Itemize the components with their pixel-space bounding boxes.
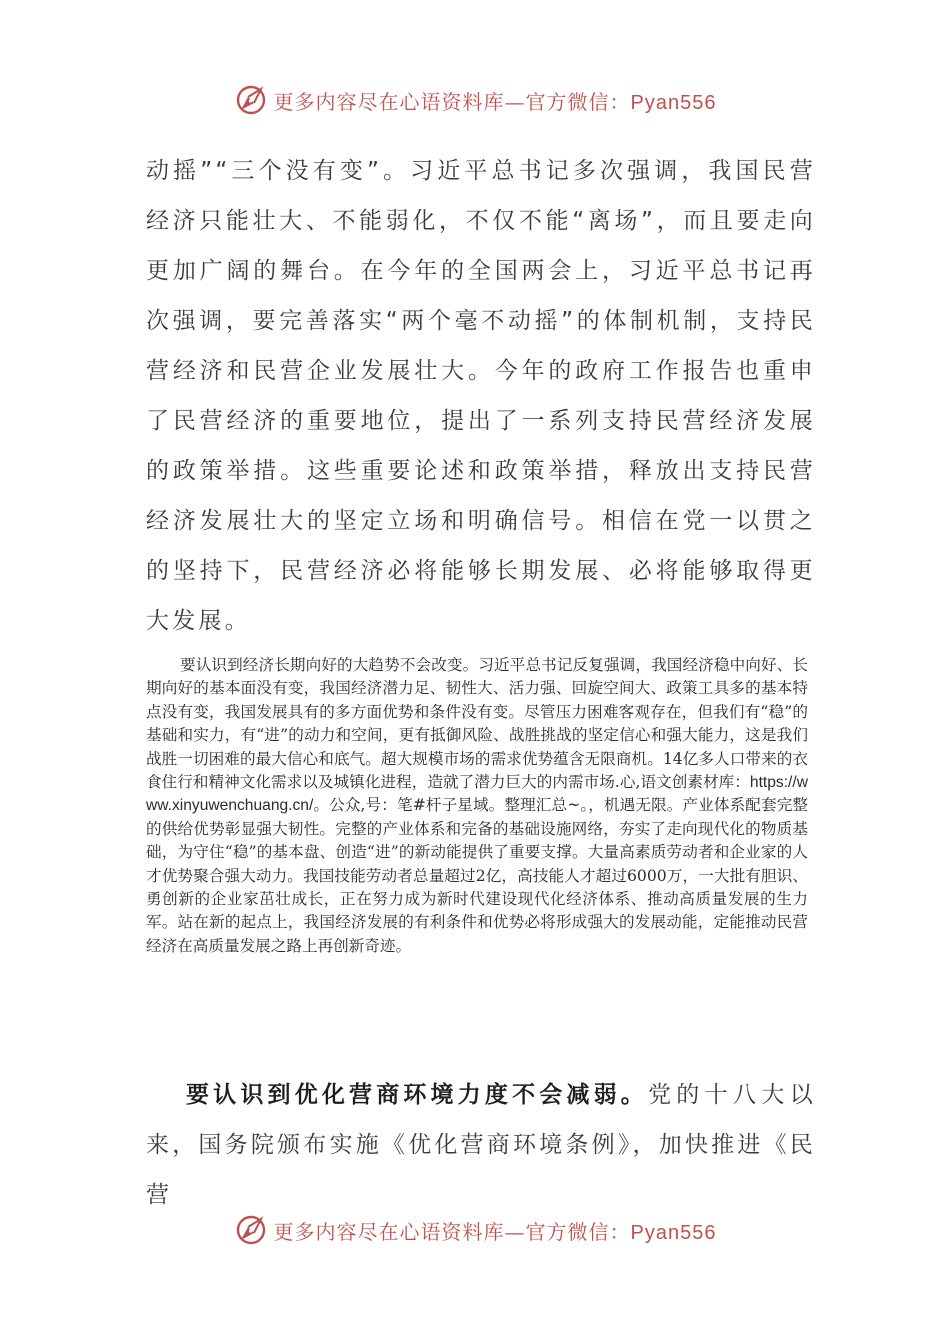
paragraph-2 — [146, 654, 808, 958]
banner-text-cn: 更多内容尽在心语资料库—官方微信： — [273, 1219, 631, 1244]
paragraph-2-text-b: 。公众,号：笔#杆子星域。整理汇总~。，机遇无限。产业体系配套完整的供给优势彰显强大韧性。完整的产业体系和完备的基础设施网络，夯实了走向现代化的物质基础，为守住“稳”的基本盘、创造“进”的新动能提供了重要支撑。大量高素质劳动者和企业家的人才优势聚合强大动力。我国技能劳动者总量超过2亿，高技能人才超过6000万，一大批有胆识、勇创新的企业家茁壮成长，正在努力成为新时代建设现代化经济体系、推动高质量发展的生力军。站在新的起点上，我国经济发展的有利条件和优势必将形成强大的发展动能，定能推动民营经济在高质量发展之路上再创新奇迹。 — [146, 796, 808, 955]
banner-text-cn: 更多内容尽在心语资料库—官方微信： — [273, 89, 631, 114]
banner-wechat-id: Pyan556 — [630, 1221, 717, 1244]
paragraph-1: 动摇”“三个没有变”。习近平总书记多次强调，我国民营经济只能壮大、不能弱化，不仅不能“离场”，而且要走向更加广阔的舞台。在今年的全国两会上，习近平总书记再次强调，要完善落实“两个毫不动摇”的体制机制，支持民营经济和民营企业发展壮大。今年的政府工作报告也重申了民营经济的重要地位，提出了一系列支持民营经济发展的政策举措。这些重要论述和政策举措，释放出支持民营经济发展壮大的坚定立场和明确信号。相信在党一以贯之的坚持下，民营经济必将能够长期发展、必将能够取得更大发展。 — [146, 158, 816, 634]
banner-text — [274, 86, 717, 115]
paragraph-2-text-a: 要认识到经济长期向好的大趋势不会改变。习近平总书记反复强调，我国经济稳中向好、长期向好的基本面没有变，我国经济潜力足、韧性大、活力强、回旋空间大、政策工具多的基本特点没有变，我国发展具有的多方面优势和条件没有变。尽管压力困难客观存在，但我们有“稳”的基础和实力，有“进”的动力和空间，更有抵御风险、战胜挑战的坚定信心和强大能力，这是我们战胜一切困难的最大信心和底气。超大规模市场的需求优势蕴含无限商机。14亿多人口带来的衣食住行和精神文化需求以及城镇化进程，造就了潜力巨大的内需市场.心,语文创素材库： — [146, 656, 808, 792]
header-banner — [0, 78, 950, 122]
banner-text — [274, 1216, 717, 1245]
banner-wechat-id: Pyan556 — [630, 91, 717, 114]
footer-banner — [0, 1208, 950, 1252]
paragraph-3 — [146, 1070, 816, 1220]
paragraph-3-rest: 党的十八大以来，国务院颁布实施《优化营商环境条例》，加快推进《民营 — [146, 1082, 817, 1208]
paragraph-2-url: https://www.xinyuwenchuang.cn/ — [146, 774, 808, 815]
paragraph-3-lead: 要认识到优化营商环境力度不会减弱。 — [186, 1082, 648, 1108]
pen-nib-circle-icon — [234, 1213, 268, 1247]
pen-nib-circle-icon — [234, 83, 268, 117]
